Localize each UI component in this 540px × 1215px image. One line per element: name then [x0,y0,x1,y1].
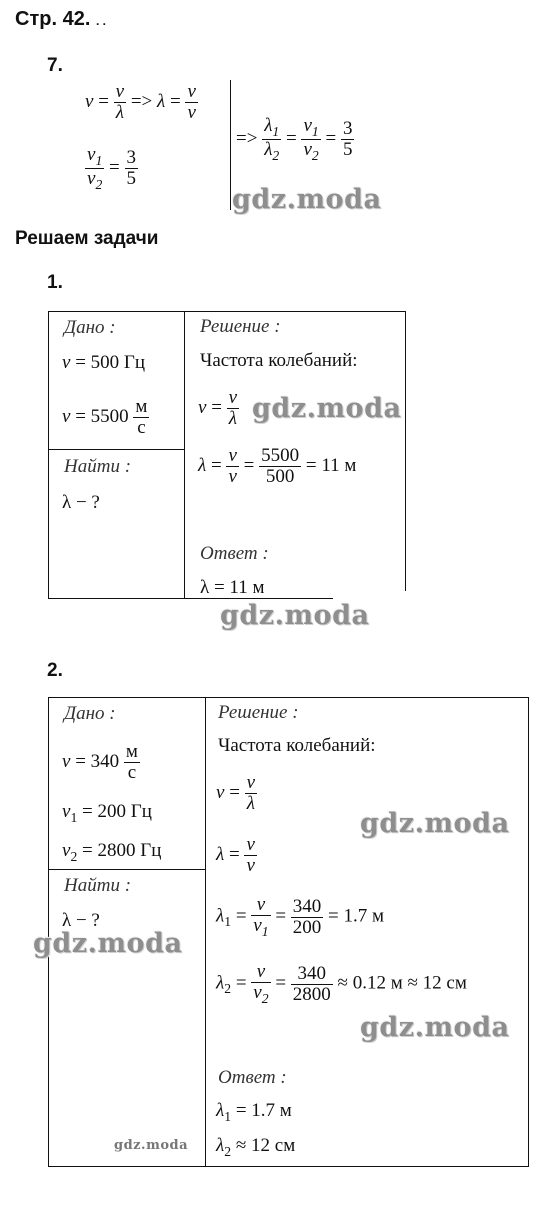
task2-given-separator [48,869,206,870]
task1-solution-label: Решение : [200,316,281,337]
task1-number: 1. [47,272,63,293]
task2-number: 2. [47,660,63,681]
task1-formula1: ν = $\frac{v}{\lambda}$ [198,387,238,429]
task7-brace-line [230,80,231,210]
watermark-small: gdz.moda [114,1138,189,1153]
task2-find: λ − ? [62,910,100,931]
task2-answer-1: $\lambda_1 = 1.7$ м [216,1100,292,1124]
task2-formula2: λ = $\frac{v}{\nu}$ [216,834,255,876]
task2-answer-2: $\lambda_2 \approx 12$ см [216,1135,296,1159]
task2-solution-text: Частота колебаний: [218,735,376,756]
task1-find-label: Найти : [64,456,132,477]
task1-formula2: λ = $\frac{v}{\nu}$ = $\frac{5500}{500}$ = 11 м [198,445,357,487]
watermark: gdz.moda [360,808,510,839]
task2-formula3: $\lambda_1$ = $\frac{v}{\nu_1}$ = $\frac{340}{200}$ = 1.7 м [216,894,385,939]
watermark: gdz.moda [232,184,382,215]
task2-given-label: Дано : [64,703,116,724]
section-title: Решаем задачи [15,228,159,249]
task2-border-top [48,697,529,698]
task1-given-separator [48,449,185,450]
task1-given-1: ν = 500 Гц [62,352,146,373]
watermark: gdz.moda [360,1012,510,1043]
page-header [15,8,106,31]
task1-solution-text: Частота колебаний: [200,350,358,371]
task2-formula1: ν = $\frac{v}{\lambda}$ [216,772,256,814]
watermark: gdz.moda [33,928,183,959]
header-dots: . . [95,14,106,28]
task1-border-top [48,311,406,312]
task2-solution-label: Решение : [218,702,299,723]
task1-answer: λ = 11 м [200,577,265,598]
task2-find-label: Найти : [64,875,132,896]
task1-given-2: v = 5500 $\frac{м}{с}$ [62,396,148,438]
task2-given-2: $\nu_1 = 200$ Гц [62,801,152,825]
task1-border-left [48,311,49,599]
task2-border-right [528,697,529,1167]
task1-divider [184,311,185,599]
task1-border-bottom [48,598,333,599]
task2-border-bottom [48,1166,529,1167]
task2-divider [205,697,206,1167]
task1-find: λ − ? [62,492,100,513]
task7-number: 7. [47,55,63,76]
task1-answer-label: Ответ : [200,543,269,564]
page-number: Стр. 42. [15,8,91,30]
task2-given-3: $\nu_2 = 2800$ Гц [62,840,162,864]
watermark: gdz.moda [252,393,402,424]
task1-border-right [405,311,406,591]
task7-eq2: $\frac{v_1}{v_2}$ = $\frac{3}{5}$ [87,144,136,192]
task2-formula4: $\lambda_2$ = $\frac{v}{\nu_2}$ = $\frac{340}{2800}$ ≈ 0.12 м ≈ 12 см [216,961,467,1006]
task7-eq1: ν = $\frac{v}{\lambda}$ => λ = $\frac{v}{\nu}$ [85,81,196,123]
task2-answer-label: Ответ : [218,1067,287,1088]
task2-given-1: v = 340 $\frac{м}{с}$ [62,741,138,783]
task1-given-label: Дано : [64,317,116,338]
watermark: gdz.moda [220,600,370,631]
task7-eq3: => $\frac{\lambda_1}{\lambda_2}$ = $\frac{v_1}{v_2}$ = $\frac{3}{5}$ [236,115,353,163]
